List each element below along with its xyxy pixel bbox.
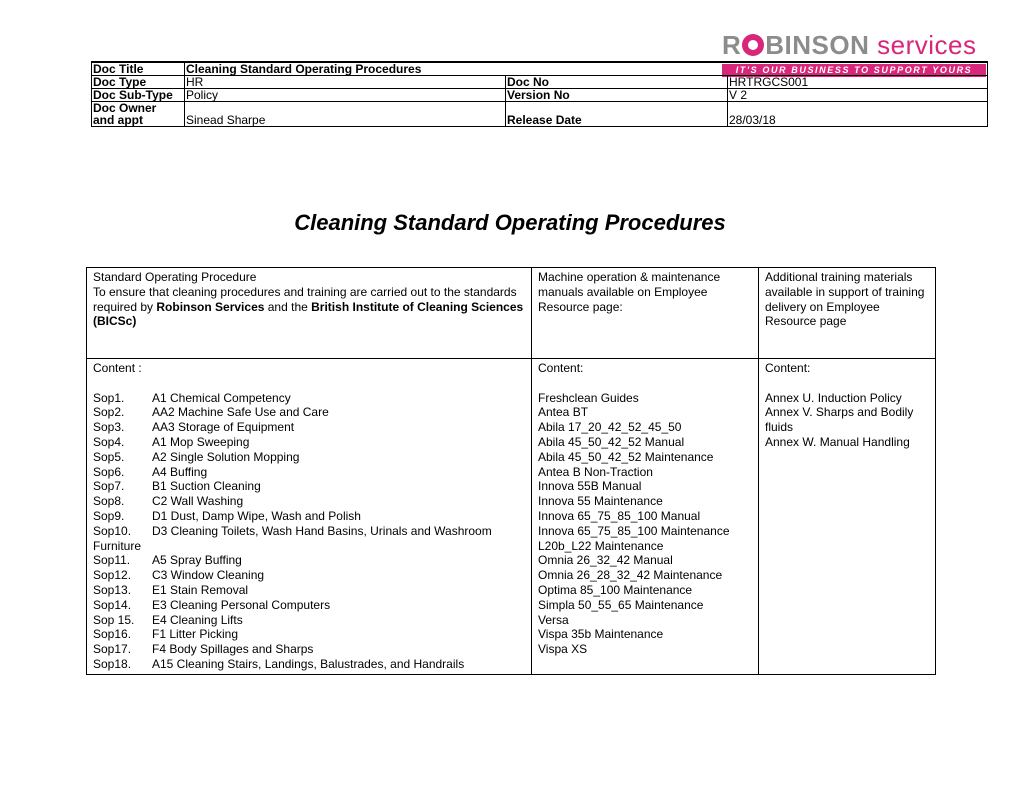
doc-owner-label-line2: and appt	[93, 113, 143, 127]
manual-item: L20b_L22 Maintenance	[538, 538, 664, 553]
sop-item	[93, 479, 525, 494]
sop-title: D3 Cleaning Toilets, Wash Hand Basins, Urinals and Washroom	[152, 523, 492, 538]
manual-item: Innova 55 Maintenance	[538, 494, 663, 509]
sop-item	[93, 450, 525, 465]
manual-item: Omnia 26_28_32_42 Maintenance	[538, 568, 723, 583]
annex-list	[765, 391, 929, 450]
sop-item	[93, 465, 525, 480]
doc-title-value: Cleaning Standard Operating Procedures	[185, 62, 988, 76]
sop-title: A4 Buffing	[152, 464, 208, 479]
sop-title: A1 Mop Sweeping	[152, 434, 250, 449]
sop-item	[93, 583, 525, 598]
content-row	[87, 359, 936, 675]
sop-item	[93, 391, 525, 406]
annex-item: Annex V. Sharps and Bodily fluids	[765, 405, 914, 435]
sop-title: E4 Cleaning Lifts	[152, 612, 243, 627]
sop-intro-text	[93, 285, 525, 329]
sop-item	[93, 524, 525, 539]
sop-code: Sop2.	[93, 405, 125, 420]
sop-content-cell	[87, 359, 532, 675]
sop-item	[93, 494, 525, 509]
sop-intro-title: Standard Operating Procedure	[93, 270, 257, 284]
annex-content-label: Content:	[765, 361, 811, 375]
manual-item: Abila 17_20_42_52_45_50	[538, 420, 682, 435]
sop-code: Sop3.	[93, 420, 125, 435]
doc-owner-value: Sinead Sharpe	[185, 102, 506, 127]
sop-title: A5 Spray Buffing	[152, 553, 242, 568]
sop-code: Sop10.	[93, 523, 132, 538]
sop-code: Sop9.	[93, 508, 125, 523]
manual-item: Simpla 50_55_65 Maintenance	[538, 597, 704, 612]
sop-code: Sop5.	[93, 449, 125, 464]
doc-type-label: Doc Type	[92, 76, 185, 89]
sop-title: F4 Body Spillages and Sharps	[152, 642, 314, 657]
manual-item: Antea BT	[538, 405, 589, 420]
manuals-intro-text: Machine operation & maintenance manuals available on Employee Resource page:	[538, 270, 721, 314]
sop-item	[93, 539, 525, 554]
manual-item: Abila 45_50_42_52 Maintenance	[538, 449, 714, 464]
procedures-table	[86, 267, 936, 675]
logo-brand-first: R	[722, 30, 742, 60]
page-title: Cleaning Standard Operating Procedures	[294, 210, 726, 235]
sop-code: Sop11.	[93, 553, 131, 568]
sop-title: AA3 Storage of Equipment	[152, 420, 295, 435]
sop-item	[93, 642, 525, 657]
manual-list	[538, 391, 752, 657]
manual-item: Vispa XS	[538, 642, 588, 657]
manuals-content-label: Content:	[538, 361, 584, 375]
sop-code: Sop7.	[93, 479, 125, 494]
sop-item	[93, 509, 525, 524]
sop-code: Sop14.	[93, 597, 132, 612]
sop-title: C3 Window Cleaning	[152, 568, 265, 583]
manual-item: Antea B Non-Traction	[538, 464, 653, 479]
release-date-label: Release Date	[506, 102, 728, 127]
sop-intro-cell	[87, 268, 532, 359]
sop-code: Sop8.	[93, 494, 125, 509]
logo-o-mark	[742, 34, 764, 56]
annex-content-cell	[759, 359, 936, 675]
doc-subtype-value: Policy	[185, 89, 506, 102]
sop-code: Sop18.	[93, 656, 132, 671]
doc-no-label: Doc No	[506, 76, 728, 89]
sop-title: Furniture	[93, 538, 142, 553]
document-metadata-table	[91, 61, 988, 127]
sop-code: Sop17.	[93, 642, 132, 657]
sop-title: E1 Stain Removal	[152, 582, 249, 597]
meta-row-owner	[92, 102, 988, 127]
sop-item	[93, 553, 525, 568]
sop-intro-text-1: To ensure that cleaning procedures and training are carried out to the standards required by	[93, 284, 517, 314]
release-date-value: 28/03/18	[728, 102, 988, 127]
meta-row-title	[92, 62, 988, 76]
sop-intro-text-2: and the	[264, 299, 312, 314]
sop-item	[93, 405, 525, 420]
logo-tagline: IT'S OUR BUSINESS TO SUPPORT YOURS	[722, 64, 986, 77]
manual-item: Innova 55B Manual	[538, 479, 642, 494]
meta-row-type	[92, 76, 988, 89]
doc-title-label: Doc Title	[92, 62, 185, 76]
intro-row	[87, 268, 936, 359]
manual-item: Omnia 26_32_42 Manual	[538, 553, 673, 568]
doc-type-value: HR	[185, 76, 506, 89]
doc-owner-label-line1: Doc Owner	[93, 101, 157, 115]
manuals-intro-cell	[532, 268, 759, 359]
logo-wordmark	[722, 30, 977, 60]
doc-no-value: HRTRGCS001	[728, 76, 988, 89]
doc-subtype-label: Doc Sub-Type	[92, 89, 185, 102]
logo-brand-services: services	[877, 30, 977, 60]
sop-code: Sop12.	[93, 568, 132, 583]
sop-code: Sop6.	[93, 464, 125, 479]
sop-code: Sop16.	[93, 627, 132, 642]
training-intro-text: Additional training materials available in support of training delivery on Employee Resource page	[765, 270, 925, 329]
sop-item	[93, 568, 525, 583]
manual-item: Innova 65_75_85_100 Manual	[538, 508, 701, 523]
sop-title: C2 Wall Washing	[152, 494, 244, 509]
sop-item	[93, 627, 525, 642]
annex-item: Annex W. Manual Handling	[765, 434, 910, 449]
sop-title: AA2 Machine Safe Use and Care	[152, 405, 329, 420]
training-intro-cell	[759, 268, 936, 359]
sop-content-label: Content :	[93, 361, 142, 375]
manual-item: Vispa 35b Maintenance	[538, 627, 664, 642]
sop-title: B1 Suction Cleaning	[152, 479, 261, 494]
sop-list	[93, 391, 525, 672]
meta-row-subtype	[92, 89, 988, 102]
annex-item: Annex U. Induction Policy	[765, 390, 902, 405]
manual-item: Freshclean Guides	[538, 390, 639, 405]
sop-title: A2 Single Solution Mopping	[152, 449, 300, 464]
sop-title: F1 Litter Picking	[152, 627, 239, 642]
manuals-content-cell	[532, 359, 759, 675]
sop-title: A15 Cleaning Stairs, Landings, Balustrades, and Handrails	[152, 656, 465, 671]
manual-item: Optima 85_100 Maintenance	[538, 582, 693, 597]
sop-intro-bold-bicsc: British Institute of Cleaning Sciences (BICSc)	[93, 299, 524, 329]
sop-code: Sop4.	[93, 434, 125, 449]
sop-item	[93, 420, 525, 435]
logo-brand-rest: BINSON	[765, 30, 870, 60]
version-value: V 2	[728, 89, 988, 102]
sop-item	[93, 435, 525, 450]
version-label: Version No	[506, 89, 728, 102]
manual-item: Versa	[538, 612, 569, 627]
sop-title: D1 Dust, Damp Wipe, Wash and Polish	[152, 508, 361, 523]
manual-item: Abila 45_50_42_52 Manual	[538, 434, 685, 449]
sop-code: Sop 15.	[93, 612, 135, 627]
doc-owner-label	[92, 102, 185, 127]
sop-item	[93, 598, 525, 613]
sop-title: A1 Chemical Competency	[152, 390, 291, 405]
sop-code: Sop13.	[93, 582, 132, 597]
sop-intro-bold-robinson: Robinson Services	[156, 299, 265, 314]
sop-code: Sop1.	[93, 390, 125, 405]
sop-item	[93, 657, 525, 672]
manual-item: Innova 65_75_85_100 Maintenance	[538, 523, 730, 538]
sop-title: E3 Cleaning Personal Computers	[152, 597, 331, 612]
sop-item	[93, 613, 525, 628]
